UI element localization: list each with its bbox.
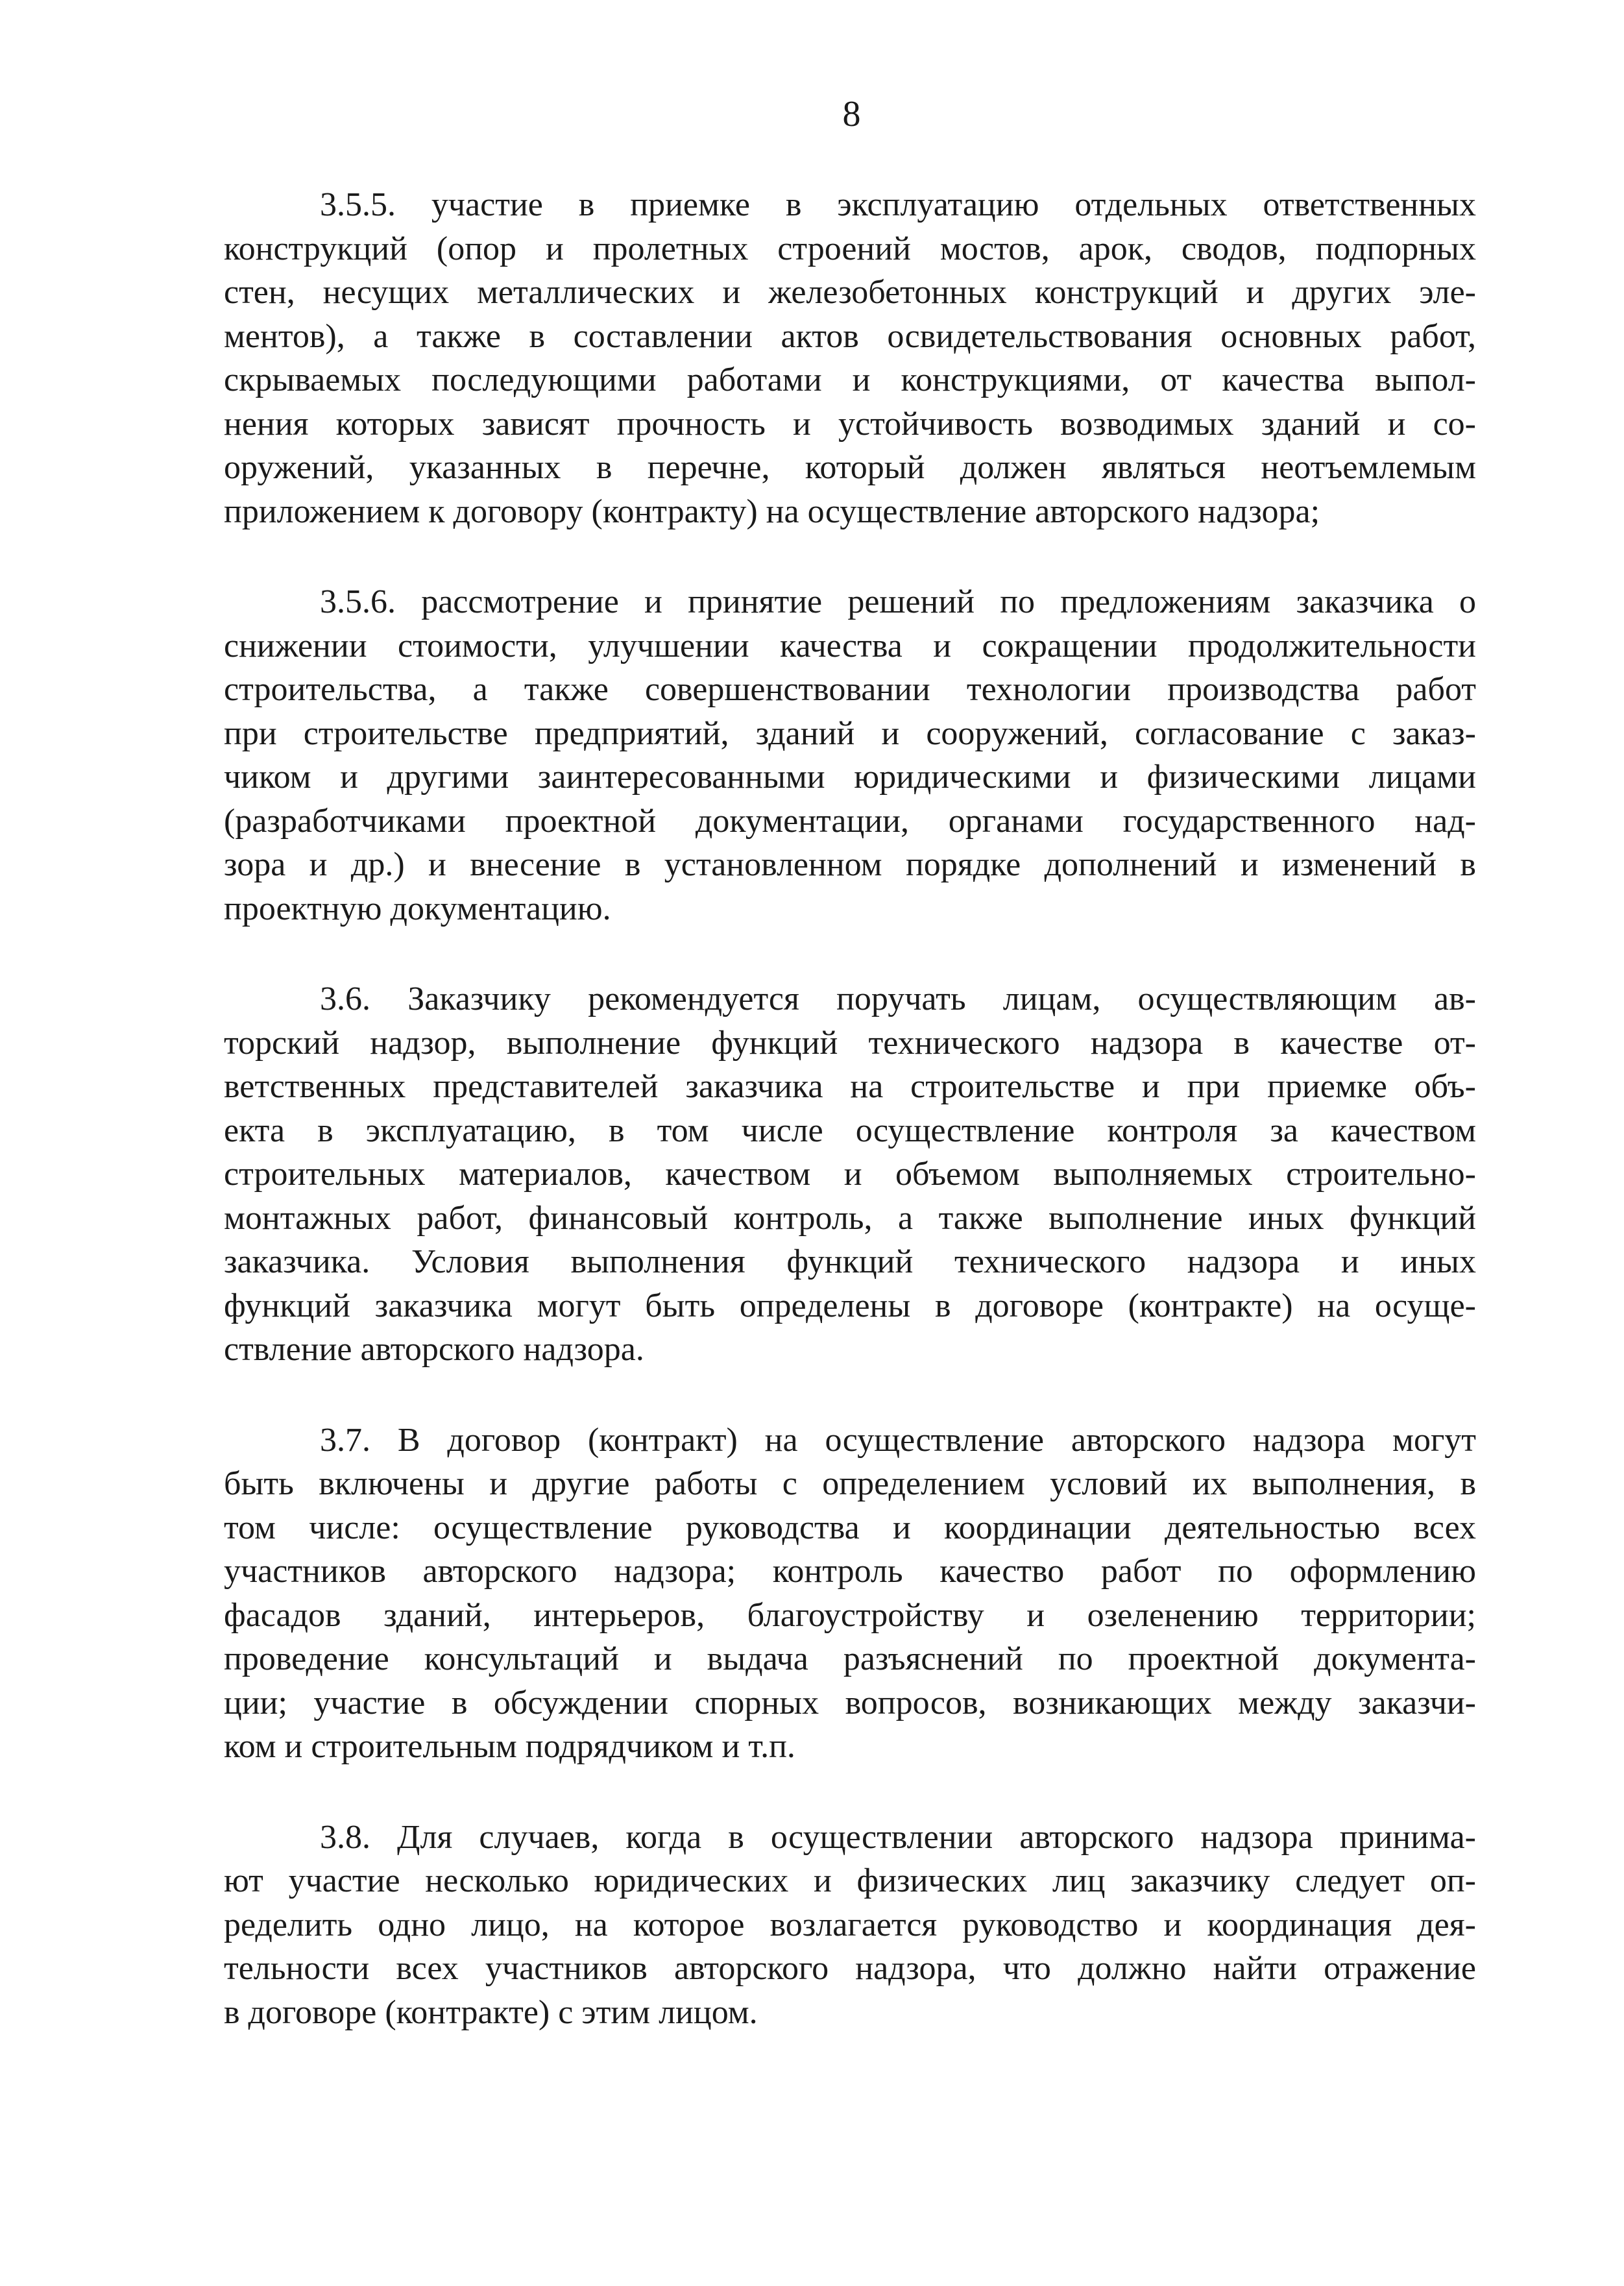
text-line: тельности всех участников авторского надзора, что должно найти отражение: [224, 1950, 1476, 1987]
paragraph-3-6: [224, 977, 1476, 1372]
document-body: [224, 183, 1476, 2081]
text-line: ции; участие в обсуждении спорных вопросов, возникающих между заказчи-: [224, 1684, 1476, 1721]
text-line: проектную документацию.: [224, 890, 611, 927]
text-line: стен, несущих металлических и железобетонных конструкций и других эле-: [224, 274, 1476, 311]
text-line: проведение консультаций и выдача разъяснений по проектной документа-: [224, 1640, 1476, 1677]
text-line: приложением к договору (контракту) на осуществление авторского надзора;: [224, 492, 1320, 530]
text-line: екта в эксплуатацию, в том числе осуществление контроля за качеством: [224, 1112, 1476, 1149]
text-line: ют участие несколько юридических и физических лиц заказчику следует оп-: [224, 1862, 1476, 1899]
text-line: 3.5.5. участие в приемке в эксплуатацию отдельных ответственных: [320, 186, 1476, 223]
text-line: фасадов зданий, интерьеров, благоустройству и озеленению территории;: [224, 1596, 1476, 1634]
text-line: (разработчиками проектной документации, органами государственного над-: [224, 802, 1476, 840]
text-line: функций заказчика могут быть определены в договоре (контракте) на осуще-: [224, 1287, 1476, 1324]
text-line: зора и др.) и внесение в установленном порядке дополнений и изменений в: [224, 846, 1476, 883]
text-line: нения которых зависят прочность и устойчивость возводимых зданий и со-: [224, 405, 1476, 443]
page-number: 8: [842, 94, 861, 134]
text-line: ментов), а также в составлении актов освидетельствования основных работ,: [224, 317, 1476, 355]
text-line: при строительстве предприятий, зданий и сооружений, согласование с заказ-: [224, 714, 1476, 752]
text-line: монтажных работ, финансовый контроль, а также выполнение иных функций: [224, 1199, 1476, 1237]
paragraph-3-5-5: [224, 183, 1476, 533]
paragraph-3-7: [224, 1418, 1476, 1769]
text-line: 3.6. Заказчику рекомендуется поручать лицам, осуществляющим ав-: [320, 980, 1476, 1017]
text-line: конструкций (опор и пролетных строений мостов, арок, сводов, подпорных: [224, 230, 1476, 267]
text-line: ком и строительным подрядчиком и т.п.: [224, 1728, 795, 1765]
text-line: быть включены и другие работы с определением условий их выполнения, в: [224, 1465, 1476, 1502]
paragraph-3-5-6: [224, 580, 1476, 930]
text-line: 3.7. В договор (контракт) на осуществление авторского надзора могут: [320, 1421, 1476, 1459]
text-line: торский надзор, выполнение функций технического надзора в качестве от-: [224, 1024, 1476, 1062]
text-line: ствление авторского надзора.: [224, 1331, 644, 1368]
text-line: участников авторского надзора; контроль качество работ по оформлению: [224, 1553, 1476, 1590]
text-line: чиком и другими заинтересованными юридическими и физическими лицами: [224, 759, 1476, 796]
text-line: снижении стоимости, улучшении качества и сокращении продолжительности: [224, 627, 1476, 664]
text-line: строительных материалов, качеством и объемом выполняемых строительно-: [224, 1156, 1476, 1193]
text-line: 3.5.6. рассмотрение и принятие решений по предложениям заказчика о: [320, 583, 1476, 620]
text-line: скрываемых последующими работами и конструкциями, от качества выпол-: [224, 361, 1476, 398]
text-line: ределить одно лицо, на которое возлагается руководство и координация дея-: [224, 1906, 1476, 1943]
text-line: заказчика. Условия выполнения функций технического надзора и иных: [224, 1243, 1476, 1280]
text-line: в договоре (контракте) с этим лицом.: [224, 1993, 758, 2031]
paragraph-3-8: [224, 1816, 1476, 2035]
text-line: 3.8. Для случаев, когда в осуществлении авторского надзора принима-: [320, 1818, 1476, 1856]
text-line: ветственных представителей заказчика на строительстве и при приемке объ-: [224, 1068, 1476, 1105]
text-line: том числе: осуществление руководства и координации деятельностью всех: [224, 1509, 1476, 1546]
text-line: строительства, а также совершенствовании технологии производства работ: [224, 671, 1476, 708]
text-line: оружений, указанных в перечне, который должен являться неотъемлемым: [224, 449, 1476, 486]
